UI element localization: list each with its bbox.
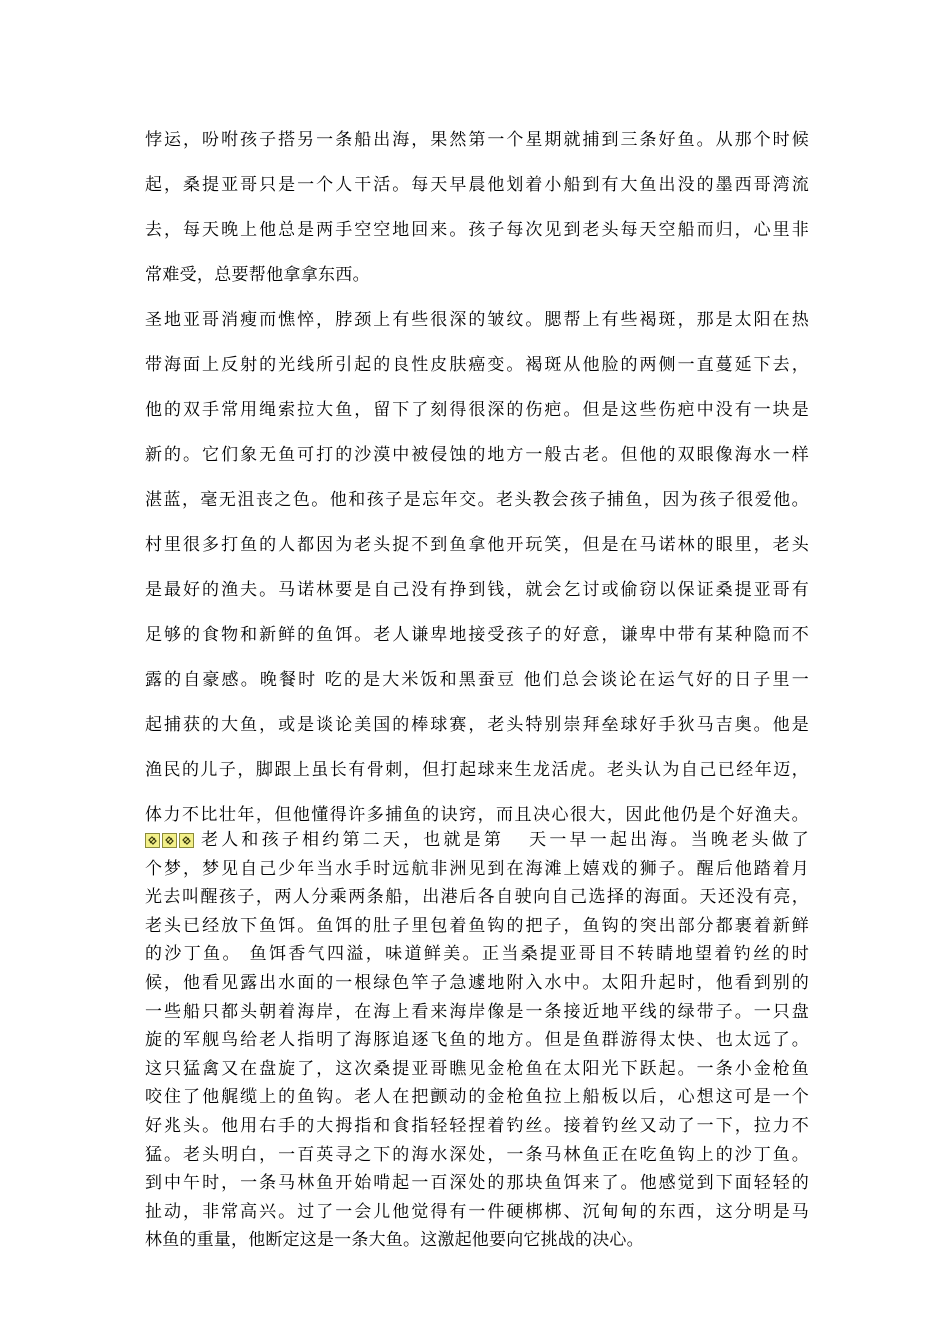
text-line: 去，每天晚上他总是两手空空地回来。孩子每次见到老头每天空船而归，心里非: [145, 220, 809, 240]
text-line: 常难受，总要帮他拿拿东西。: [145, 265, 370, 285]
text-line: 扯动，非常高兴。过了一会儿他觉得有一件硬梆梆、沉甸甸的东西，这分明是马: [145, 1201, 809, 1222]
text-line: 足够的食物和新鲜的鱼饵。老人谦卑地接受孩子的好意，谦卑中带有某种隐而不: [145, 625, 809, 645]
text-line: 咬住了他艉缆上的鱼钩。老人在把颤动的金枪鱼拉上船板以后，心想这可是一个: [145, 1087, 809, 1108]
text-line: 起，桑提亚哥只是一个人干活。每天早晨他划着小船到有大鱼出没的墨西哥湾流: [145, 175, 809, 195]
text-segment: 天一早一起出海。当晚老头做了: [526, 830, 809, 850]
text-line: 露的自豪感。晚餐时 吃的是大米饭和黑蚕豆 他们总会谈论在运气好的日子里一: [145, 670, 809, 690]
text-line: 老头已经放下鱼饵。鱼饵的肚子里包着鱼钩的把子，鱼钩的突出部分都裹着新鲜: [145, 915, 809, 936]
text-line: 猛。老头明白，一百英寻之下的海水深处，一条马林鱼正在吃鱼钩上的沙丁鱼。: [145, 1144, 809, 1165]
text-line: 光去叫醒孩子，两人分乘两条船，出港后各自驶向自己选择的海面。天还没有亮，: [145, 887, 809, 908]
text-line-with-icons: [145, 826, 809, 855]
text-line: 村里很多打鱼的人都因为老头捉不到鱼拿他开玩笑，但是在马诺林的眼里，老头: [145, 535, 809, 555]
doc-link-icon[interactable]: [145, 833, 160, 848]
text-segment: 老人和孩子相约第二天，也就是第: [198, 830, 505, 850]
text-block-loose: [145, 118, 809, 838]
text-line: 渔民的儿子，脚跟上虽长有骨刺，但打起球来生龙活虎。老头认为自己已经年迈，: [145, 760, 809, 780]
text-line: 起捕获的大鱼，或是谈论美国的棒球赛，老头特别崇拜垒球好手狄马吉奥。他是: [145, 715, 809, 735]
doc-link-icon[interactable]: [179, 833, 194, 848]
text-line: 他的双手常用绳索拉大鱼，留下了刻得很深的伤疤。但是这些伤疤中没有一块是: [145, 400, 809, 420]
text-line: 新的。它们象无鱼可打的沙漠中被侵蚀的地方一般古老。但他的双眼像海水一样: [145, 445, 809, 465]
text-line: 的沙丁鱼。 鱼饵香气四溢，味道鲜美。正当桑提亚哥目不转睛地望着钓丝的时: [145, 944, 809, 965]
text-line: 一些船只都头朝着海岸，在海上看来海岸像是一条接近地平线的绿带子。一只盘: [145, 1001, 809, 1022]
text-line: 林鱼的重量，他断定这是一条大鱼。这激起他要向它挑战的决心。: [145, 1230, 644, 1251]
text-line: 悖运，吩咐孩子搭另一条船出海，果然第一个星期就捕到三条好鱼。从那个时候: [145, 130, 809, 150]
doc-link-icon[interactable]: [162, 833, 177, 848]
text-line: 带海面上反射的光线所引起的良性皮肤癌变。褐斑从他脸的两侧一直蔓延下去，: [145, 355, 809, 375]
text-line: 个梦，梦见自己少年当水手时远航非洲见到在海滩上嬉戏的狮子。醒后他踏着月: [145, 858, 809, 879]
text-line: 候，他看见露出水面的一根绿色竿子急遽地附入水中。太阳升起时，他看到别的: [145, 972, 809, 993]
text-line: 好兆头。他用右手的大拇指和食指轻轻捏着钓丝。接着钓丝又动了一下，拉力不: [145, 1115, 809, 1136]
text-line: 是最好的渔夫。马诺林要是自己没有挣到钱，就会乞讨或偷窃以保证桑提亚哥有: [145, 580, 809, 600]
text-line: 体力不比壮年，但他懂得许多捕鱼的诀窍，而且决心很大，因此他仍是个好渔夫。: [145, 805, 809, 825]
text-line: 到中午时，一条马林鱼开始啃起一百深处的那块鱼饵来了。他感觉到下面轻轻的: [145, 1173, 809, 1194]
text-line: 圣地亚哥消瘦而憔悴，脖颈上有些很深的皱纹。腮帮上有些褐斑，那是太阳在热: [145, 310, 809, 330]
text-block-tight: [145, 826, 809, 1255]
text-line: 旋的军舰鸟给老人指明了海豚追逐飞鱼的地方。但是鱼群游得太快、也太远了。: [145, 1030, 809, 1051]
text-line: 湛蓝，毫无沮丧之色。他和孩子是忘年交。老头教会孩子捕鱼，因为孩子很爱他。: [145, 490, 809, 510]
icon-group: [145, 829, 196, 855]
text-line: 这只猛禽又在盘旋了，这次桑提亚哥瞧见金枪鱼在太阳光下跃起。一条小金枪鱼: [145, 1058, 809, 1079]
